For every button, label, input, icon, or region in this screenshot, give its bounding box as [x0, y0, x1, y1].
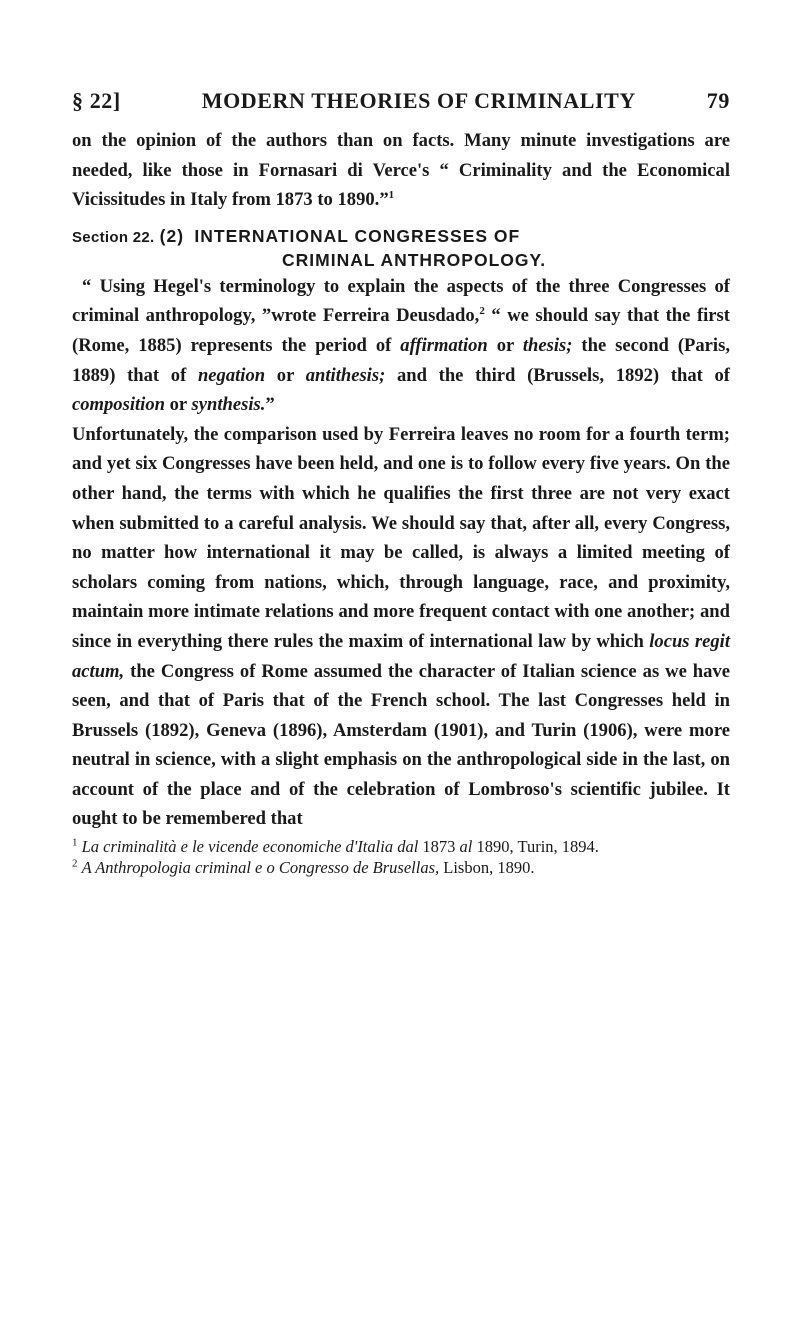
- paragraph-2-part-1: “ Using Hegel's terminology to explain the aspects of the three Congresses of criminal anthropology, ”wrote Ferreira Deusdado,: [72, 275, 730, 327]
- section-heading-line-1: [72, 225, 730, 249]
- term-composition: composition: [72, 394, 165, 416]
- running-head-section: § 22]: [72, 88, 121, 113]
- term-synthesis: synthesis.: [191, 394, 266, 416]
- section-heading: [72, 225, 730, 272]
- footnote-2-title: A Anthropologia criminal e o Congresso de Brusellas,: [81, 858, 440, 878]
- paragraph-2: [72, 272, 730, 420]
- paragraph-3-part-2: the Congress of Rome assumed the character of Italian science as we have seen, and that of Paris that of the French school. The last Congresses held in Brussels (1892), Geneva (1896), Amsterdam (1901), and Turin (1906), were more neutral in science, with a slight emphasis on the anthropological side in the last, on account of the place and of the celebration of Lombroso's scientific jubilee. It ought to be remembered that: [72, 660, 730, 830]
- section-title-line-2: CRIMINAL ANTHROPOLOGY.: [282, 249, 547, 270]
- paragraph-2-part-5: or: [265, 364, 306, 386]
- footnote-ref-2: 2: [479, 305, 485, 318]
- book-page: [72, 88, 730, 878]
- term-locus-regit-actum: locus regit actum,: [72, 630, 730, 682]
- running-head: [72, 88, 730, 126]
- footnote-1-title: La criminalità e le vicende economiche d'Italia dal: [81, 837, 419, 857]
- paragraph-2-part-6: and the third (Brussels, 1892) that of: [385, 364, 730, 386]
- paragraph-2-part-8: ”: [265, 394, 275, 416]
- footnote-ref-1: 1: [388, 189, 395, 201]
- term-affirmation: affirmation: [400, 334, 488, 356]
- footnote-1: [72, 836, 730, 857]
- footnote-2-text-1: Lisbon, 1890.: [439, 858, 535, 878]
- footnotes: [72, 836, 730, 878]
- paragraph-2-part-3: or: [487, 334, 523, 356]
- footnote-1-text-2: 1890, Turin, 1894.: [472, 837, 599, 857]
- page-number: 79: [706, 88, 730, 113]
- section-number: (2): [159, 225, 185, 246]
- term-thesis: thesis;: [522, 334, 573, 356]
- section-title-line-1: INTERNATIONAL CONGRESSES OF: [194, 225, 521, 246]
- term-antithesis: antithesis;: [305, 364, 386, 386]
- section-label: Section 22.: [72, 228, 155, 246]
- body-text: [72, 126, 730, 215]
- footnote-1-title-2: al: [459, 837, 473, 857]
- body-text-main: [72, 272, 730, 834]
- footnote-1-text-1: 1873: [418, 837, 460, 857]
- paragraph-1: [72, 126, 730, 215]
- paragraph-2-part-7: or: [164, 394, 192, 416]
- paragraph-1-text: on the opinion of the authors than on facts. Many minute investigations are needed, like those in Fornasari di Verce's “ Criminality and the Economical Vicissitudes in Italy from 1873 to 1890.”: [72, 130, 730, 211]
- paragraph-2-part-4: the second (Paris, 1889) that of: [72, 334, 730, 386]
- term-negation: negation: [197, 364, 266, 386]
- footnote-1-mark: 1: [72, 836, 78, 849]
- paragraph-2-part-2: “ we should say that the first (Rome, 1885) represents the period of: [72, 305, 730, 356]
- paragraph-3: [72, 420, 730, 834]
- running-head-title: MODERN THEORIES OF CRIMINALITY: [201, 88, 636, 113]
- footnote-2: [72, 857, 730, 878]
- paragraph-3-part-1: Unfortunately, the comparison used by Ferreira leaves no room for a fourth term; and yet six Congresses have been held, and one is to follow every five years. On the other hand, the terms with which he qualifies the first three are not very exact when submitted to a careful analysis. We should say that, after all, every Congress, no matter how international it may be called, is always a limited meeting of scholars coming from nations, which, through language, race, and proximity, maintain more intimate relations and more frequent contact with one another; and since in everything there rules the maxim of international law by which: [72, 423, 730, 652]
- footnote-2-mark: 2: [72, 857, 78, 870]
